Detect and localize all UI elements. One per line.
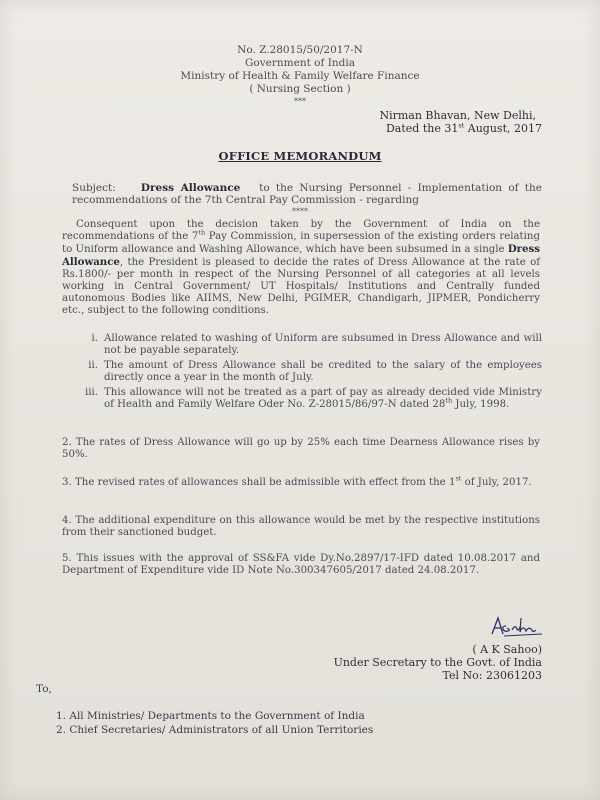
to-label: To, bbox=[36, 683, 52, 695]
government-line: Government of India bbox=[245, 57, 355, 69]
subject-text: to the Nursing Personnel - Implementation of the recommendations of the 7th Central Pay Commission - regarding bbox=[72, 182, 542, 206]
subject-stars: **** bbox=[292, 207, 308, 216]
condition-1: i. Allowance related to washing of Uniform are subsumed in Dress Allowance and will not be payable separately. bbox=[91, 333, 542, 356]
condition-3: iii. This allowance will not be treated as a part of pay as already decided vide Ministry of Health and Family Welfare Oder No. Z-28015/86/97-N dated 28th July, 1998. bbox=[84, 387, 542, 410]
section-line: ( Nursing Section ) bbox=[249, 83, 351, 95]
to-item-1: 1. All Ministries/ Departments to the Government of India bbox=[56, 710, 365, 722]
signatory-tel: Tel No: 23061203 bbox=[442, 669, 542, 682]
paragraph-3: 3. The revised rates of allowances shall be admissible with effect from the 1st of July, 2017. bbox=[62, 474, 532, 488]
signatory-designation: Under Secretary to the Govt. of India bbox=[333, 656, 542, 669]
condition-2: ii. The amount of Dress Allowance shall be credited to the salary of the employees directly once a year in the month of July. bbox=[88, 360, 542, 383]
subject-bold: Dress Allowance bbox=[140, 182, 241, 194]
memo-title: OFFICE MEMORANDUM bbox=[218, 149, 382, 163]
paragraph-4: 4. The additional expenditure on this allowance would be met by the respective institutions from their sanctioned budget. bbox=[62, 515, 540, 538]
header-stars: *** bbox=[294, 97, 306, 106]
signatory-name: ( A K Sahoo) bbox=[472, 643, 542, 656]
intro-paragraph: Consequent upon the decision taken by the Government of India on the recommendations of the 7th Pay Commission, in supersession of the existing orders relating to Uniform allowance and Washing Allowance, which have been subsumed in a single Dress Allowance, the President is pleased to decide the rates of Dress Allowance at the rate of Rs.1800/- per month in respect of the Nursing Personnel of all categories at all levels working in Central Government/ UT Hospitals/ Institutions and Centrally funded autonomous Bodies like AIIMS, New Delhi, PGIMER, Chandigarh, JIPMER, Pondicherry etc., subject to the following conditions. bbox=[62, 219, 540, 316]
subject-block bbox=[72, 182, 542, 206]
ministry-line: Ministry of Health & Family Welfare Finance bbox=[180, 70, 420, 82]
handwritten-signature bbox=[486, 612, 546, 642]
paragraph-5: 5. This issues with the approval of SS&FA vide Dy.No.2897/17-IFD dated 10.08.2017 and Department of Expenditure vide ID Note No.300347605/2017 dated 24.08.2017. bbox=[62, 553, 540, 576]
paragraph-2: 2. The rates of Dress Allowance will go up by 25% each time Dearness Allowance rises by 50%. bbox=[62, 437, 540, 460]
to-item-2: 2. Chief Secretaries/ Administrators of all Union Territories bbox=[56, 724, 374, 736]
place-line: Nirman Bhavan, New Delhi, bbox=[379, 109, 536, 122]
date-line: Dated the 31st August, 2017 bbox=[385, 121, 542, 135]
file-number: No. Z.28015/50/2017-N bbox=[237, 44, 363, 56]
subject-label: Subject: bbox=[72, 182, 116, 194]
